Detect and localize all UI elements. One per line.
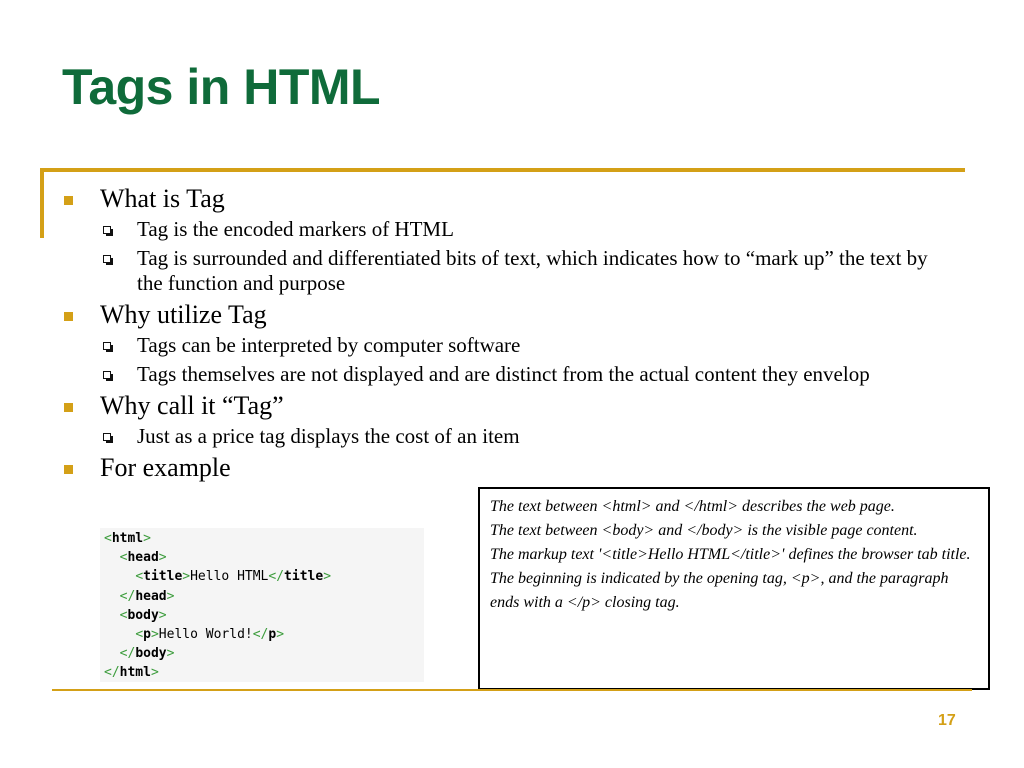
bullet-list (62, 180, 952, 484)
box-bullet-icon (103, 226, 111, 234)
code-line: <head> (119, 550, 167, 566)
bullet-for-example (62, 452, 952, 484)
sub-bullet (62, 246, 952, 296)
sub-bullet-text: Tags can be interpreted by computer software (137, 333, 521, 357)
sub-bullet-text: Tags themselves are not displayed and are distinct from the actual content they envelop (137, 362, 870, 386)
code-line: </head> (119, 588, 175, 604)
code-line: <p>Hello World!</p> (135, 627, 285, 643)
html-code-example (100, 528, 424, 682)
sub-bullet (62, 362, 952, 387)
square-bullet-icon (64, 403, 73, 412)
explanation-note-box (478, 487, 990, 690)
bullet-why-utilize-tag (62, 299, 952, 331)
box-bullet-icon (103, 342, 111, 350)
left-accent-rule (40, 168, 44, 238)
code-line: </body> (119, 646, 175, 662)
sub-bullet (62, 424, 952, 449)
box-bullet-icon (103, 371, 111, 379)
box-bullet-icon (103, 433, 111, 441)
code-line: <body> (119, 607, 167, 623)
box-bullet-icon (103, 255, 111, 263)
square-bullet-icon (64, 465, 73, 474)
square-bullet-icon (64, 312, 73, 321)
sub-bullet (62, 217, 952, 242)
bullet-text: For example (100, 453, 231, 482)
bullet-why-call-it-tag (62, 390, 952, 422)
slide-title: Tags in HTML (62, 59, 381, 115)
code-line: </html> (104, 665, 159, 681)
sub-bullet (62, 333, 952, 358)
bullet-text: Why call it “Tag” (100, 391, 284, 420)
sub-bullet-text: Tag is the encoded markers of HTML (137, 217, 454, 241)
bottom-divider-rule (52, 689, 972, 691)
square-bullet-icon (64, 196, 73, 205)
bullet-what-is-tag (62, 183, 952, 215)
bullet-text: What is Tag (100, 184, 225, 213)
sub-bullet-text: Tag is surrounded and differentiated bits of text, which indicates how to “mark up” the text by the function and purpose (137, 246, 928, 295)
note-paragraph: The markup text '<title>Hello HTML</title>' defines the browser tab title. (490, 546, 971, 563)
page-number: 17 (938, 712, 956, 729)
bullet-text: Why utilize Tag (100, 300, 267, 329)
top-divider-rule (40, 168, 965, 172)
note-paragraph: The text between <body> and </body> is the visible page content. (490, 522, 918, 539)
sub-bullet-text: Just as a price tag displays the cost of an item (137, 424, 520, 448)
note-paragraph: The beginning is indicated by the opening tag, <p>, and the paragraph ends with a </p> closing tag. (490, 570, 949, 611)
note-paragraph: The text between <html> and </html> describes the web page. (490, 498, 895, 515)
code-line: <html> (104, 531, 151, 546)
code-line: <title>Hello HTML</title> (135, 569, 332, 585)
